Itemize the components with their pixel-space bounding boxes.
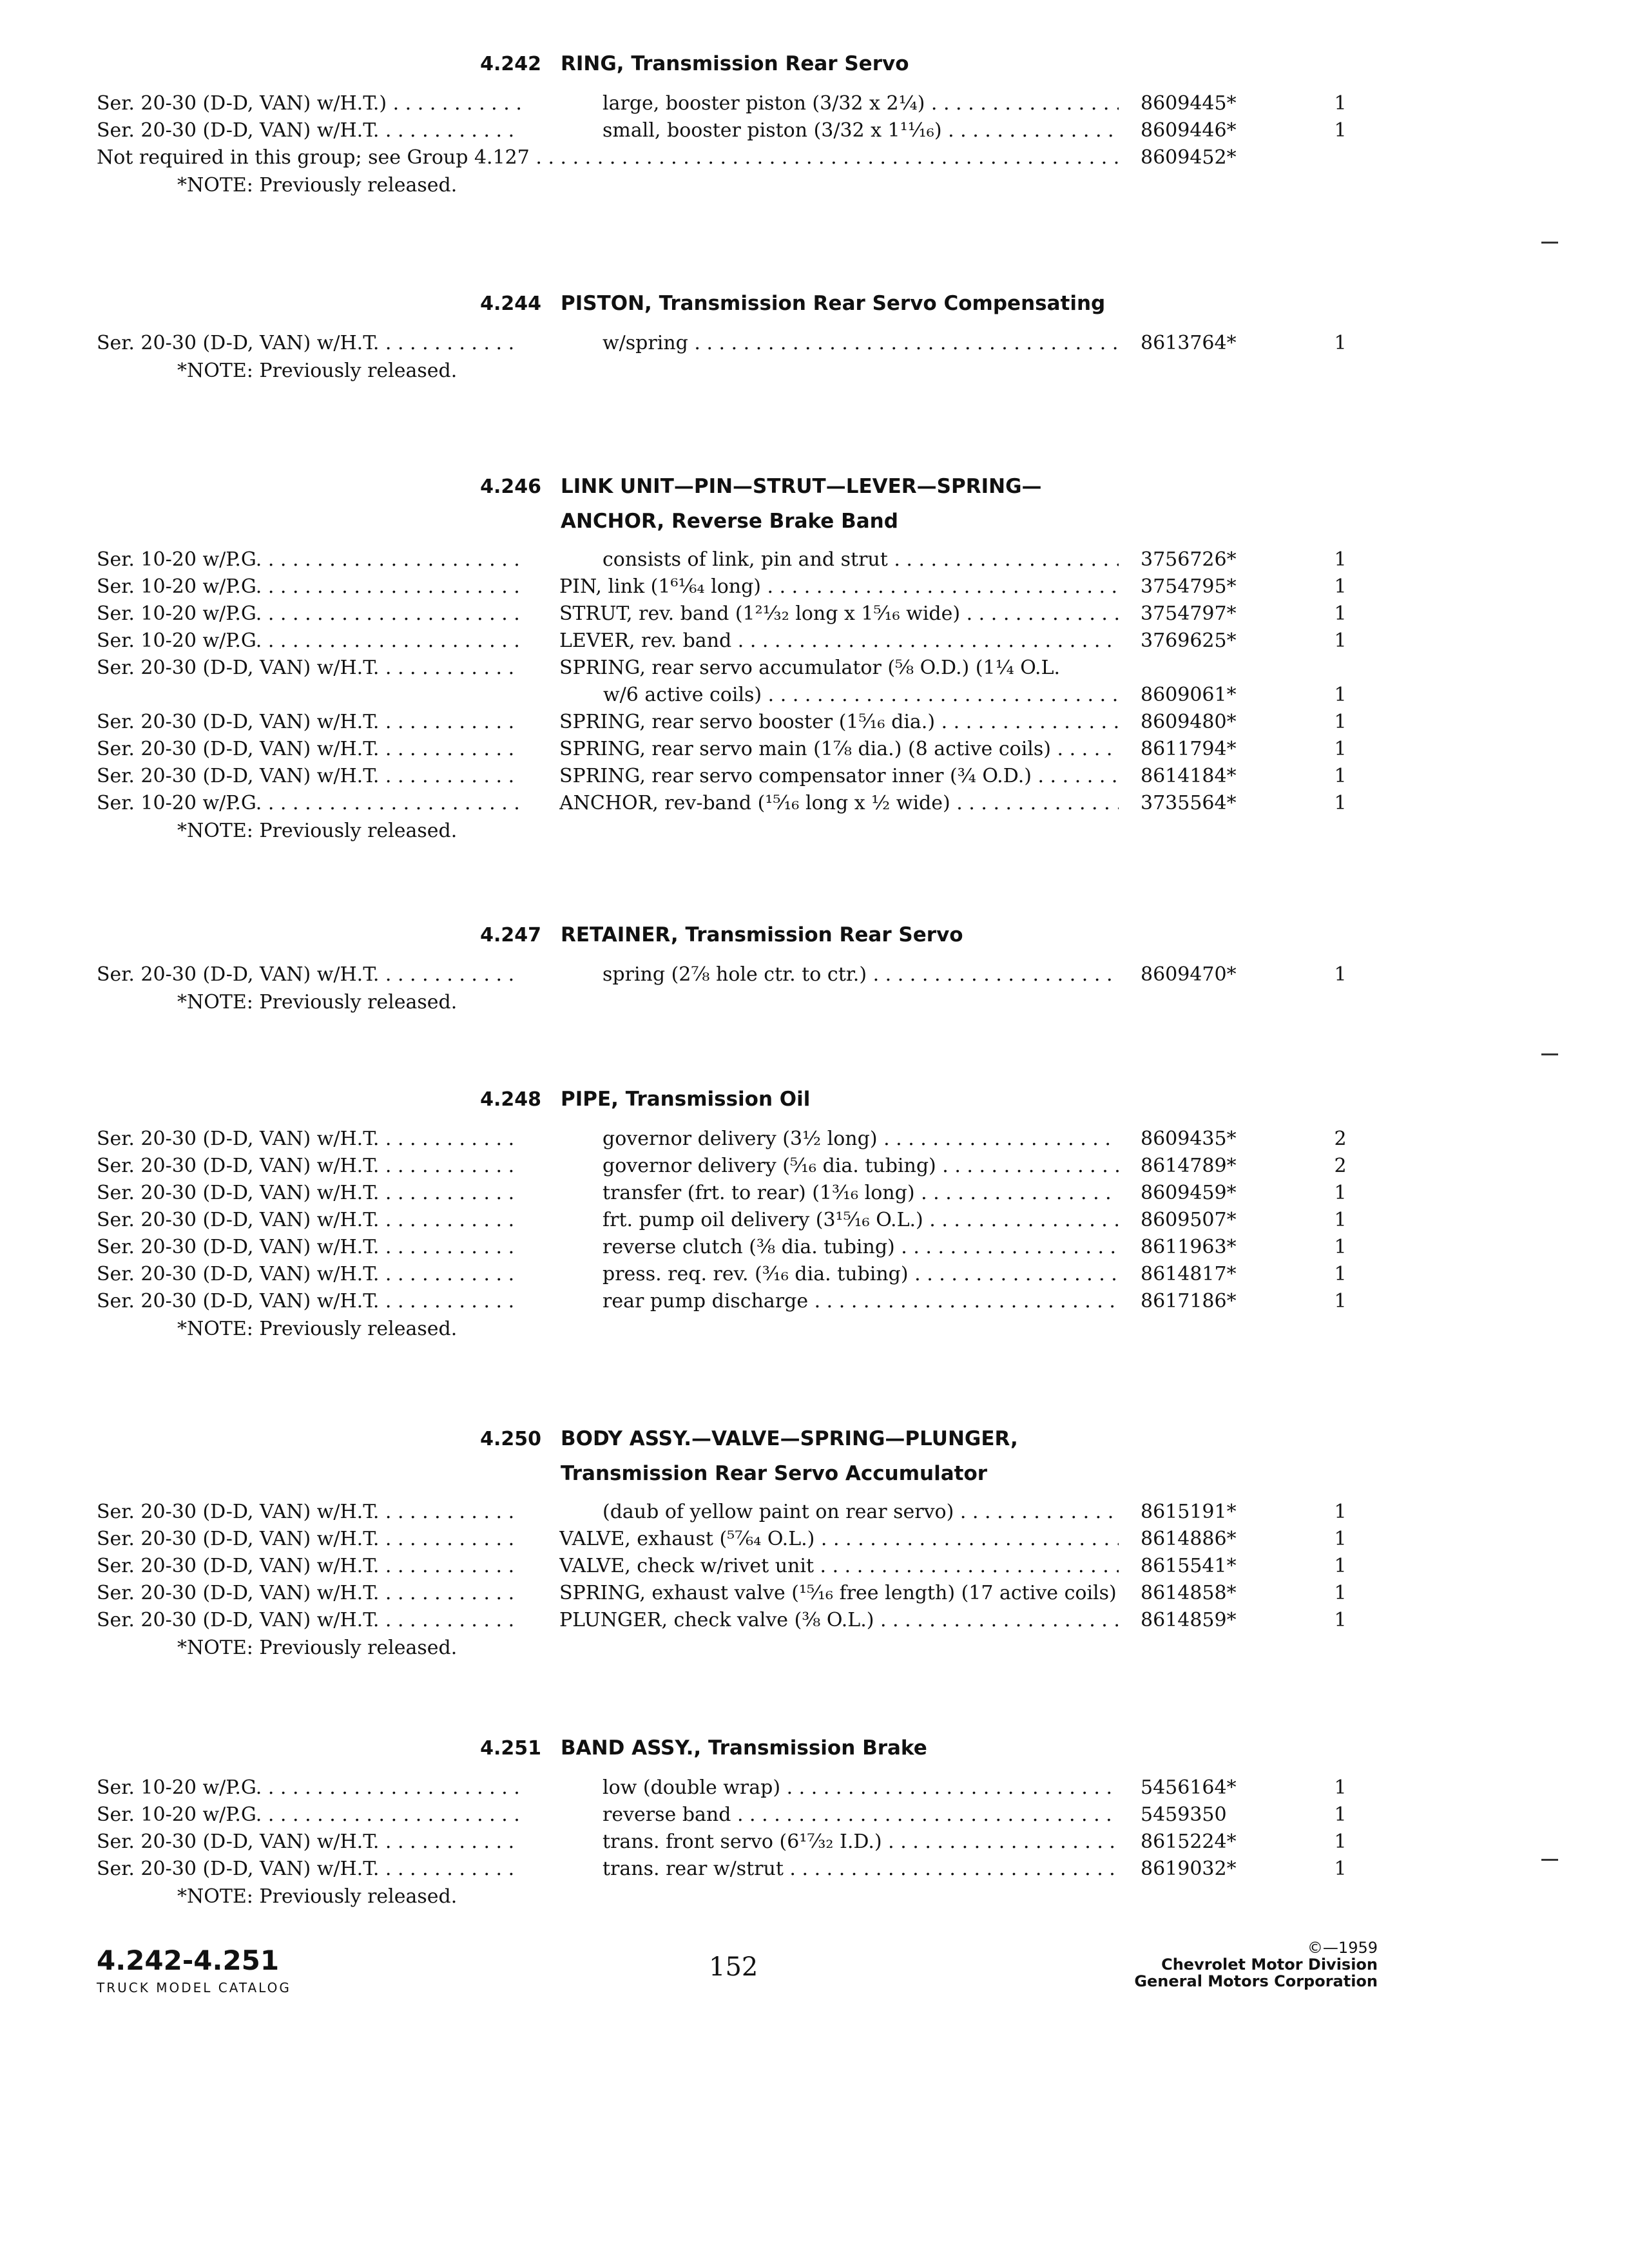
group-header	[0, 53, 1629, 90]
part-row	[0, 573, 1629, 601]
series-cell: Ser. 20-30 (D-D, VAN) w/H.T. . . .	[97, 1234, 522, 1261]
description-cell: SPRING, rear servo compensator inner (¾ O.D.) . . .	[559, 763, 1119, 790]
quantity-cell: 1	[1334, 629, 1347, 652]
part-row	[0, 736, 1629, 763]
group-number: 4.251	[480, 1737, 541, 1760]
group-title-line: PIPE, Transmission Oil	[561, 1088, 811, 1111]
description-line: w/6 active coils) . . .	[559, 682, 1119, 709]
description-cell: PLUNGER, check valve (⅜ O.L.) . . .	[559, 1607, 1119, 1634]
part-number-cell: 3754797*	[1141, 602, 1237, 625]
series-cell: Ser. 20-30 (D-D, VAN) w/H.T. . . .	[97, 763, 522, 790]
quantity-cell: 1	[1334, 1831, 1347, 1853]
part-row	[0, 1856, 1629, 1883]
part-number-cell: 8614886*	[1141, 1528, 1237, 1550]
part-row	[0, 1288, 1629, 1315]
description-cell: LEVER, rev. band . . .	[559, 628, 1119, 655]
description-cell: spring (2⅞ hole ctr. to ctr.) . . .	[602, 961, 1119, 988]
part-number-cell: 8609435*	[1141, 1128, 1237, 1150]
description-cell: reverse clutch (⅜ dia. tubing) . . .	[602, 1234, 1119, 1261]
series-cell: Ser. 20-30 (D-D, VAN) w/H.T. . . .	[97, 655, 522, 682]
series-cell: Ser. 20-30 (D-D, VAN) w/H.T. . . .	[97, 117, 522, 144]
quantity-cell: 1	[1334, 1582, 1347, 1604]
quantity-cell: 1	[1334, 1209, 1347, 1231]
part-number-cell: 8614859*	[1141, 1609, 1237, 1631]
corporation-name: General Motors Corporation	[1134, 1972, 1378, 1990]
group-header	[0, 293, 1629, 330]
description-cell: trans. rear w/strut . . .	[602, 1856, 1119, 1883]
quantity-cell: 1	[1334, 602, 1347, 625]
description-cell: frt. pump oil delivery (3¹⁵⁄₁₆ O.L.) . . .	[602, 1207, 1119, 1234]
part-number-cell: 8609507*	[1141, 1209, 1237, 1231]
part-row	[0, 1553, 1629, 1580]
part-number-cell: 5456164*	[1141, 1776, 1237, 1799]
series-cell: Ser. 10-20 w/P.G. . . .	[97, 1774, 522, 1802]
description-cell: low (double wrap) . . .	[602, 1774, 1119, 1802]
group-number: 4.250	[480, 1428, 541, 1450]
description-line: SPRING, rear servo accumulator (⅝ O.D.) (1¼ O.L.	[559, 657, 1061, 679]
part-row	[0, 628, 1629, 655]
description-cell: VALVE, check w/rivet unit . . .	[559, 1553, 1119, 1580]
part-number-cell: 8613764*	[1141, 332, 1237, 354]
group-4-247	[0, 924, 1629, 1017]
quantity-cell: 1	[1334, 684, 1347, 706]
part-row	[0, 961, 1629, 988]
part-number-cell: 8614184*	[1141, 765, 1237, 787]
group-header	[0, 1737, 1629, 1774]
part-number-cell: 8615191*	[1141, 1501, 1237, 1523]
series-cell: Ser. 20-30 (D-D, VAN) w/H.T. . . .	[97, 736, 522, 763]
part-row	[0, 1526, 1629, 1553]
group-title-line: RING, Transmission Rear Servo	[561, 52, 909, 75]
quantity-cell: 1	[1334, 575, 1347, 598]
part-number-cell: 8614789*	[1141, 1155, 1237, 1177]
description-cell: rear pump discharge . . .	[602, 1288, 1119, 1315]
part-number-cell: 8609061*	[1141, 684, 1237, 706]
part-row	[0, 1580, 1629, 1607]
description-cell: SPRING, rear servo booster (1⁵⁄₁₆ dia.) . . .	[559, 709, 1119, 736]
group-title-line: BODY ASSY.—VALVE—SPRING—PLUNGER,	[561, 1427, 1018, 1450]
part-number-cell: 8611794*	[1141, 738, 1237, 760]
series-cell: Not required in this group; see Group 4.127 . . .	[97, 144, 1119, 171]
group-header	[0, 924, 1629, 961]
quantity-cell: 1	[1334, 1182, 1347, 1204]
division-name: Chevrolet Motor Division	[1161, 1956, 1378, 1974]
group-number: 4.247	[480, 924, 541, 947]
quantity-cell: 1	[1334, 1263, 1347, 1285]
series-cell: Ser. 20-30 (D-D, VAN) w/H.T. . . .	[97, 330, 522, 357]
series-cell: Ser. 20-30 (D-D, VAN) w/H.T. . . .	[97, 1288, 522, 1315]
part-row	[0, 601, 1629, 628]
series-cell: Ser. 10-20 w/P.G. . . .	[97, 546, 522, 573]
quantity-cell: 2	[1334, 1155, 1347, 1177]
part-row	[0, 1180, 1629, 1207]
part-number-cell: 8609446*	[1141, 119, 1237, 142]
series-cell: Ser. 20-30 (D-D, VAN) w/H.T.) . . .	[97, 90, 522, 117]
description-cell: w/spring . . .	[602, 330, 1119, 357]
part-number-cell: 8614858*	[1141, 1582, 1237, 1604]
part-row	[0, 1153, 1629, 1180]
group-4-244	[0, 293, 1629, 385]
group-4-250	[0, 1428, 1629, 1662]
group-title-line: Transmission Rear Servo Accumulator	[561, 1462, 988, 1485]
group-number: 4.244	[480, 293, 541, 315]
part-number-cell: 8617186*	[1141, 1290, 1237, 1312]
description-cell: large, booster piston (3/32 x 2¼) . . .	[602, 90, 1119, 117]
series-cell: Ser. 20-30 (D-D, VAN) w/H.T. . . .	[97, 1856, 522, 1883]
group-note: *NOTE: Previously released.	[177, 174, 458, 197]
series-cell: Ser. 20-30 (D-D, VAN) w/H.T. . . .	[97, 1126, 522, 1153]
description-cell: trans. front servo (6¹⁷⁄₃₂ I.D.) . . .	[602, 1829, 1119, 1856]
part-row	[0, 1126, 1629, 1153]
group-title-line: LINK UNIT—PIN—STRUT—LEVER—SPRING—	[561, 475, 1042, 498]
group-header	[0, 1428, 1629, 1499]
group-title	[561, 1731, 927, 1765]
group-title-line: RETAINER, Transmission Rear Servo	[561, 923, 963, 947]
series-cell: Ser. 20-30 (D-D, VAN) w/H.T. . . .	[97, 1607, 522, 1634]
part-number-cell: 3756726*	[1141, 548, 1237, 571]
group-4-251	[0, 1737, 1629, 1911]
quantity-cell: 1	[1334, 1501, 1347, 1523]
quantity-cell: 1	[1334, 1290, 1347, 1312]
part-number-cell: 8615224*	[1141, 1831, 1237, 1853]
group-number: 4.242	[480, 53, 541, 75]
part-number-cell: 3735564*	[1141, 792, 1237, 814]
group-title-line: ANCHOR, Reverse Brake Band	[561, 510, 898, 533]
part-number-cell: 8609480*	[1141, 711, 1237, 733]
quantity-cell: 1	[1334, 1609, 1347, 1631]
section-range: 4.242-4.251	[97, 1945, 280, 1976]
group-title	[561, 1421, 1018, 1491]
description-cell: small, booster piston (3/32 x 1¹¹⁄₁₆) . . .	[602, 117, 1119, 144]
quantity-cell: 1	[1334, 1858, 1347, 1880]
part-row	[0, 1499, 1629, 1526]
series-cell: Ser. 20-30 (D-D, VAN) w/H.T. . . .	[97, 1580, 522, 1607]
part-row	[0, 1829, 1629, 1856]
group-title	[561, 286, 1105, 321]
series-cell: Ser. 20-30 (D-D, VAN) w/H.T. . . .	[97, 1499, 522, 1526]
part-row	[0, 709, 1629, 736]
group-note: *NOTE: Previously released.	[177, 360, 458, 382]
margin-mark	[1541, 1053, 1558, 1055]
part-row	[0, 655, 1629, 709]
part-row	[0, 1607, 1629, 1634]
quantity-cell: 1	[1334, 92, 1347, 115]
group-header	[0, 476, 1629, 546]
part-row	[0, 90, 1629, 117]
quantity-cell: 1	[1334, 1776, 1347, 1799]
group-title	[561, 469, 1042, 539]
quantity-cell: 2	[1334, 1128, 1347, 1150]
group-header	[0, 1088, 1629, 1126]
series-cell: Ser. 10-20 w/P.G. . . .	[97, 573, 522, 601]
part-number-cell: 5459350	[1141, 1803, 1227, 1826]
description-cell: VALVE, exhaust (⁵⁷⁄₆₄ O.L.) . . .	[559, 1526, 1119, 1553]
quantity-cell: 1	[1334, 1528, 1347, 1550]
footer-left	[97, 1945, 291, 1995]
page-number: 152	[709, 1952, 758, 1982]
quantity-cell: 1	[1334, 119, 1347, 142]
copyright: ©—1959	[1307, 1939, 1378, 1957]
group-title	[561, 918, 963, 952]
description-cell: governor delivery (⁵⁄₁₆ dia. tubing) . . .	[602, 1153, 1119, 1180]
quantity-cell: 1	[1334, 332, 1347, 354]
description-cell: press. req. rev. (³⁄₁₆ dia. tubing) . . .	[602, 1261, 1119, 1288]
group-note: *NOTE: Previously released.	[177, 1318, 458, 1340]
series-cell: Ser. 20-30 (D-D, VAN) w/H.T. . . .	[97, 1207, 522, 1234]
description-cell: transfer (frt. to rear) (1³⁄₁₆ long) . . .	[602, 1180, 1119, 1207]
part-row	[0, 1774, 1629, 1802]
part-number-cell: 8615541*	[1141, 1555, 1237, 1577]
series-cell: Ser. 20-30 (D-D, VAN) w/H.T. . . .	[97, 1153, 522, 1180]
part-row	[0, 546, 1629, 573]
margin-mark	[1541, 1859, 1558, 1861]
margin-mark	[1541, 242, 1558, 244]
part-number-cell: 8609445*	[1141, 92, 1237, 115]
quantity-cell: 1	[1334, 765, 1347, 787]
group-title-line: PISTON, Transmission Rear Servo Compensating	[561, 292, 1106, 315]
series-cell: Ser. 20-30 (D-D, VAN) w/H.T. . . .	[97, 1261, 522, 1288]
series-cell: Ser. 10-20 w/P.G. . . .	[97, 1802, 522, 1829]
quantity-cell: 1	[1334, 1236, 1347, 1258]
part-row	[0, 1234, 1629, 1261]
part-row	[0, 763, 1629, 790]
part-number-cell: 3754795*	[1141, 575, 1237, 598]
part-number-cell: 8609452*	[1141, 146, 1237, 169]
description-cell: ANCHOR, rev-band (¹⁵⁄₁₆ long x ½ wide) . . .	[559, 790, 1119, 817]
part-number-cell: 8609470*	[1141, 963, 1237, 986]
group-4-242	[0, 53, 1629, 200]
footer-right	[1134, 1939, 1378, 1990]
part-row	[0, 144, 1629, 171]
group-note: *NOTE: Previously released.	[177, 1885, 458, 1908]
group-note: *NOTE: Previously released.	[177, 1637, 458, 1659]
part-row	[0, 1207, 1629, 1234]
part-row	[0, 1261, 1629, 1288]
quantity-cell: 1	[1334, 738, 1347, 760]
group-note: *NOTE: Previously released.	[177, 820, 458, 842]
part-row	[0, 117, 1629, 144]
description-cell: STRUT, rev. band (1²¹⁄₃₂ long x 1⁵⁄₁₆ wide) . . .	[559, 601, 1119, 628]
series-cell: Ser. 20-30 (D-D, VAN) w/H.T. . . .	[97, 1829, 522, 1856]
description-cell: PIN, link (1⁶¹⁄₆₄ long) . . .	[559, 573, 1119, 601]
group-number: 4.246	[480, 476, 541, 498]
series-cell: Ser. 20-30 (D-D, VAN) w/H.T. . . .	[97, 709, 522, 736]
quantity-cell: 1	[1334, 963, 1347, 986]
series-cell: Ser. 20-30 (D-D, VAN) w/H.T. . . .	[97, 1526, 522, 1553]
series-cell: Ser. 10-20 w/P.G. . . .	[97, 601, 522, 628]
group-4-246	[0, 476, 1629, 845]
description-cell: governor delivery (3½ long) . . .	[602, 1126, 1119, 1153]
part-number-cell: 8614817*	[1141, 1263, 1237, 1285]
series-cell: Ser. 10-20 w/P.G. . . .	[97, 790, 522, 817]
group-note: *NOTE: Previously released.	[177, 991, 458, 1014]
part-number-cell: 3769625*	[1141, 629, 1237, 652]
description-cell: SPRING, exhaust valve (¹⁵⁄₁₆ free length) (17 active coils) . . .	[559, 1580, 1119, 1607]
quantity-cell: 1	[1334, 548, 1347, 571]
description-cell: consists of link, pin and strut . . .	[602, 546, 1119, 573]
series-cell: Ser. 20-30 (D-D, VAN) w/H.T. . . .	[97, 1180, 522, 1207]
part-row	[0, 330, 1629, 357]
group-4-248	[0, 1088, 1629, 1343]
part-row	[0, 1802, 1629, 1829]
description-cell: SPRING, rear servo main (1⅞ dia.) (8 active coils) . . .	[559, 736, 1119, 763]
part-number-cell: 8609459*	[1141, 1182, 1237, 1204]
part-row	[0, 790, 1629, 817]
series-cell: Ser. 20-30 (D-D, VAN) w/H.T. . . .	[97, 1553, 522, 1580]
description-cell: (daub of yellow paint on rear servo) . . .	[602, 1499, 1119, 1526]
series-cell: Ser. 10-20 w/P.G. . . .	[97, 628, 522, 655]
description-cell	[559, 655, 1119, 709]
group-title	[561, 46, 909, 81]
series-cell: Ser. 20-30 (D-D, VAN) w/H.T. . . .	[97, 961, 522, 988]
catalog-name: TRUCK MODEL CATALOG	[97, 1980, 291, 1995]
quantity-cell: 1	[1334, 711, 1347, 733]
group-title	[561, 1082, 810, 1117]
part-number-cell: 8619032*	[1141, 1858, 1237, 1880]
part-number-cell: 8611963*	[1141, 1236, 1237, 1258]
description-cell: reverse band . . .	[602, 1802, 1119, 1829]
group-number: 4.248	[480, 1088, 541, 1111]
group-title-line: BAND ASSY., Transmission Brake	[561, 1736, 927, 1760]
quantity-cell: 1	[1334, 1803, 1347, 1826]
quantity-cell: 1	[1334, 792, 1347, 814]
quantity-cell: 1	[1334, 1555, 1347, 1577]
